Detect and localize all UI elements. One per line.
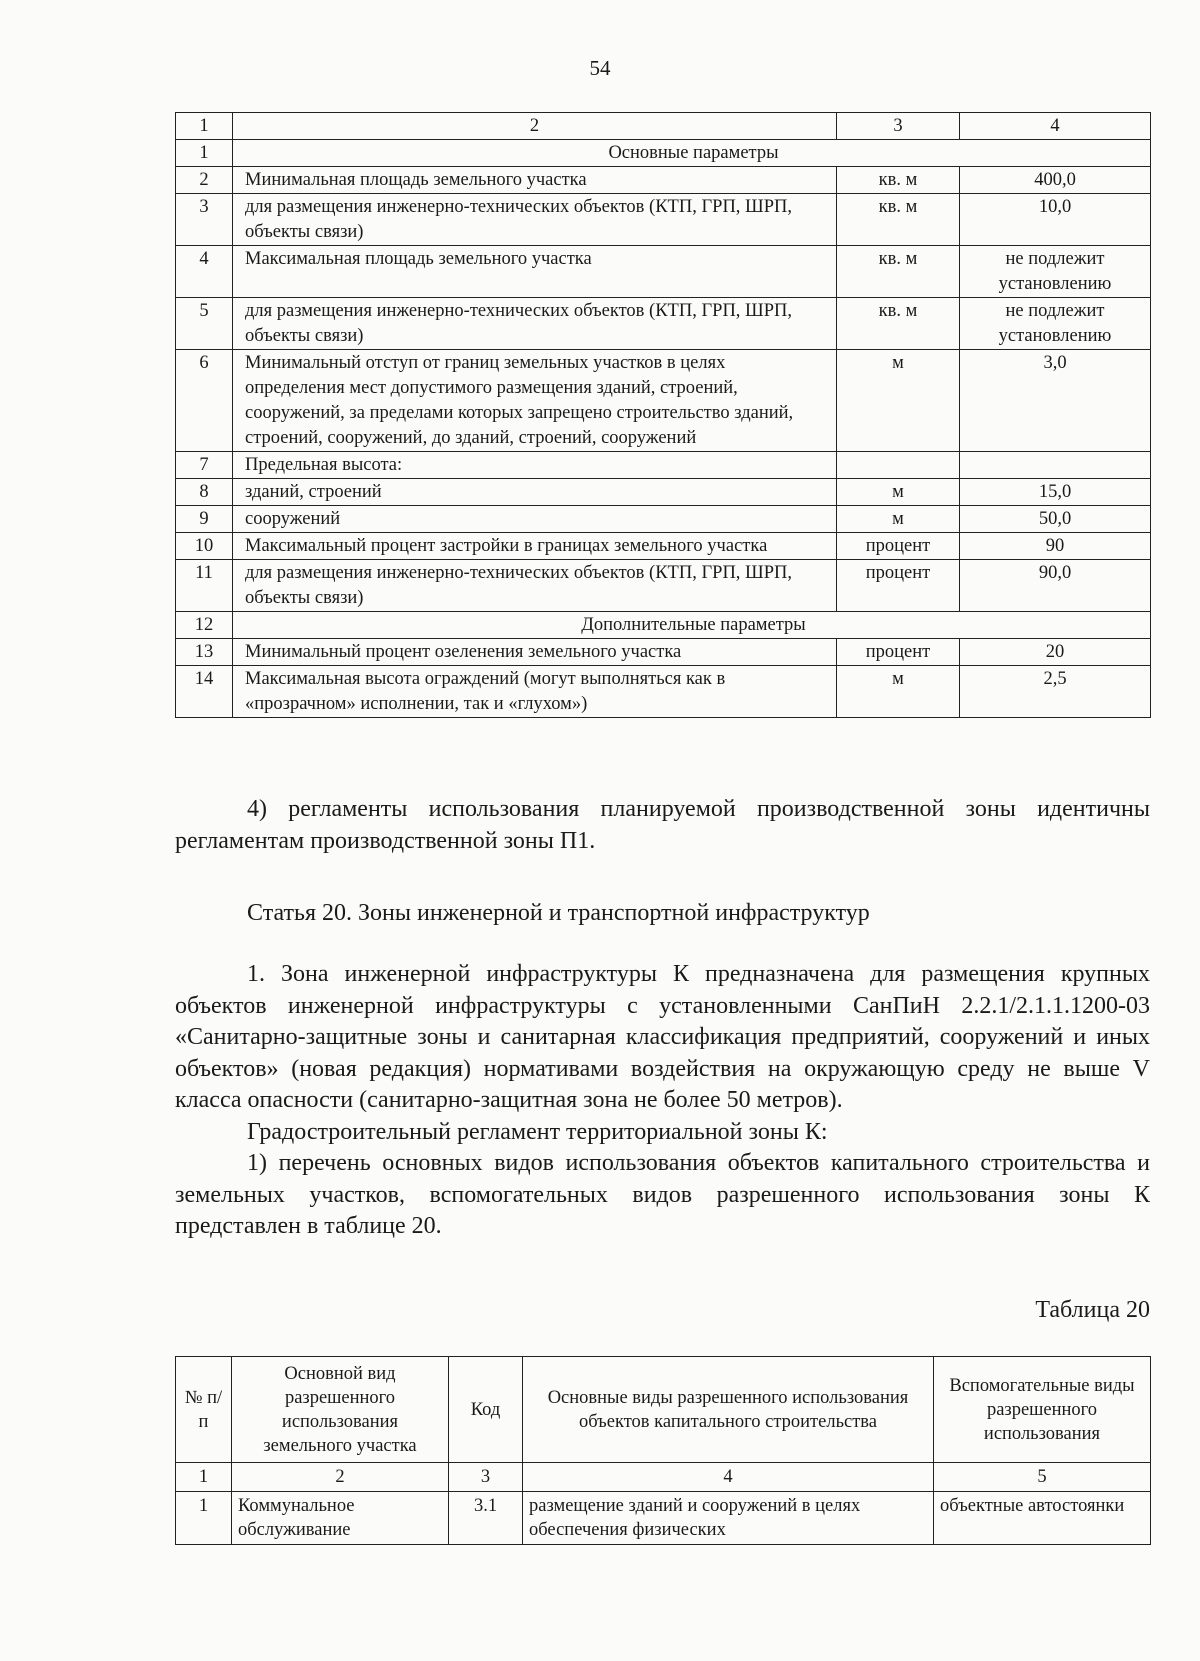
parameter-value: 400,0: [960, 167, 1151, 194]
parameter-name: Предельная высота:: [233, 452, 837, 479]
parameter-name: Максимальный процент застройки в границах земельного участка: [233, 533, 837, 560]
table-header-row: [176, 113, 1151, 140]
header-cell: Основной вид разрешенного использования земельного участка: [232, 1357, 449, 1463]
parameter-value: 90,0: [960, 560, 1151, 612]
column-number-row: [176, 1463, 1151, 1492]
parameter-name: для размещения инженерно-технических объектов (КТП, ГРП, ШРП, объекты связи): [233, 194, 837, 246]
parameter-value: 20: [960, 639, 1151, 666]
table-row: [176, 612, 1151, 639]
table-row: [176, 533, 1151, 560]
parameter-value: 50,0: [960, 506, 1151, 533]
column-number: 1: [176, 1463, 232, 1492]
paragraph-list-1: 1) перечень основных видов использования объектов капитального строительства и земельных участков, вспомогательных видов разрешенного использования зоны К представлен в таблице 20.: [175, 1150, 1150, 1239]
paragraph-regulations-4: 4) регламенты использования планируемой производственной зоны идентичны регламентам производственной зоны П1.: [175, 796, 1150, 854]
parameter-value: 3,0: [960, 350, 1151, 452]
row-number: 3: [176, 194, 233, 246]
parameter-unit: [837, 452, 960, 479]
header-cell: Основные виды разрешенного использования объектов капитального строительства: [523, 1357, 934, 1463]
parameter-value: 90: [960, 533, 1151, 560]
table-row: [176, 506, 1151, 533]
table-row: [176, 666, 1151, 718]
paragraph-regulation-intro: Градостроительный регламент территориальной зоны К:: [247, 1118, 828, 1145]
zone-description: [175, 959, 1150, 1243]
table-row: [176, 167, 1151, 194]
parameter-unit: кв. м: [837, 298, 960, 350]
use-code: 3.1: [449, 1492, 523, 1545]
parameter-value: 15,0: [960, 479, 1151, 506]
table-row: [176, 350, 1151, 452]
parameter-name: для размещения инженерно-технических объектов (КТП, ГРП, ШРП, объекты связи): [233, 298, 837, 350]
column-number: 1: [176, 113, 233, 140]
table-row: [176, 639, 1151, 666]
parameter-value: 10,0: [960, 194, 1151, 246]
parameter-name: Минимальный процент озеленения земельного участка: [233, 639, 837, 666]
parameter-name: зданий, строений: [233, 479, 837, 506]
table-header-row: [176, 1357, 1151, 1463]
table-row: [176, 246, 1151, 298]
table-row: [176, 1492, 1151, 1545]
parameter-unit: м: [837, 350, 960, 452]
parameters-table: [175, 112, 1151, 718]
section-heading: Дополнительные параметры: [233, 612, 1151, 639]
row-number: 6: [176, 350, 233, 452]
column-number: 3: [449, 1463, 523, 1492]
parameter-value: не подлежит установлению: [960, 246, 1151, 298]
parameter-unit: процент: [837, 639, 960, 666]
parameter-unit: процент: [837, 533, 960, 560]
row-number: 14: [176, 666, 233, 718]
parameter-name: для размещения инженерно-технических объектов (КТП, ГРП, ШРП, объекты связи): [233, 560, 837, 612]
parameter-name: Максимальная высота ограждений (могут выполняться как в «прозрачном» исполнении, так и «глухом»): [233, 666, 837, 718]
parameter-value: не подлежит установлению: [960, 298, 1151, 350]
column-number: 5: [934, 1463, 1151, 1492]
parameter-name: сооружений: [233, 506, 837, 533]
table-row: [176, 560, 1151, 612]
table-row: [176, 194, 1151, 246]
column-number: 2: [233, 113, 837, 140]
table-row: [176, 298, 1151, 350]
parameter-unit: кв. м: [837, 246, 960, 298]
header-cell: Код: [449, 1357, 523, 1463]
row-number: 7: [176, 452, 233, 479]
column-number: 2: [232, 1463, 449, 1492]
row-number: 12: [176, 612, 233, 639]
row-number: 2: [176, 167, 233, 194]
row-number: 8: [176, 479, 233, 506]
parameter-unit: кв. м: [837, 194, 960, 246]
row-number: 13: [176, 639, 233, 666]
header-cell: № п/п: [176, 1357, 232, 1463]
table-row: [176, 140, 1151, 167]
column-number: 4: [960, 113, 1151, 140]
row-number: 1: [176, 1492, 232, 1545]
auxiliary-uses: объектные автостоянки: [934, 1492, 1151, 1545]
land-use-table: [175, 1356, 1151, 1545]
column-number: 3: [837, 113, 960, 140]
parameter-value: 2,5: [960, 666, 1151, 718]
parameter-unit: кв. м: [837, 167, 960, 194]
parameter-unit: м: [837, 666, 960, 718]
table-caption: Таблица 20: [1035, 1297, 1150, 1323]
row-number: 10: [176, 533, 233, 560]
parameter-value: [960, 452, 1151, 479]
column-number: 4: [523, 1463, 934, 1492]
paragraph-zone-k: 1. Зона инженерной инфраструктуры К предназначена для размещения крупных объектов инженерной инфраструктуры с установленными СанПиН 2.2.1/2.1.1.1200-03 «Санитарно-защитные зоны и санитарная классификация предприятий, сооружений и иных объектов» (новая редакция) нормативами воздействия на окружающую среду не выше V класса опасности (санитарно-защитная зона не более 50 метров).: [175, 961, 1150, 1113]
table-row: [176, 452, 1151, 479]
row-number: 11: [176, 560, 233, 612]
section-heading: Основные параметры: [233, 140, 1151, 167]
parameter-unit: м: [837, 479, 960, 506]
parameter-name: Максимальная площадь земельного участка: [233, 246, 837, 298]
parameter-unit: м: [837, 506, 960, 533]
article-heading: Статья 20. Зоны инженерной и транспортной инфраструктур: [247, 900, 870, 926]
header-cell: Вспомогательные виды разрешенного использования: [934, 1357, 1151, 1463]
row-number: 9: [176, 506, 233, 533]
parameter-name: Минимальная площадь земельного участка: [233, 167, 837, 194]
main-uses: размещение зданий и сооружений в целях обеспечения физических: [523, 1492, 934, 1545]
row-number: 1: [176, 140, 233, 167]
parameter-unit: процент: [837, 560, 960, 612]
table-row: [176, 479, 1151, 506]
page-number: 54: [589, 56, 611, 80]
use-kind: Коммунальное обслуживание: [232, 1492, 449, 1545]
row-number: 5: [176, 298, 233, 350]
parameter-name: Минимальный отступ от границ земельных участков в целях определения мест допустимого размещения зданий, строений, сооружений, за пределами которых запрещено строительство зданий, строений, сооружений, до зданий, строений, сооружений: [233, 350, 837, 452]
row-number: 4: [176, 246, 233, 298]
